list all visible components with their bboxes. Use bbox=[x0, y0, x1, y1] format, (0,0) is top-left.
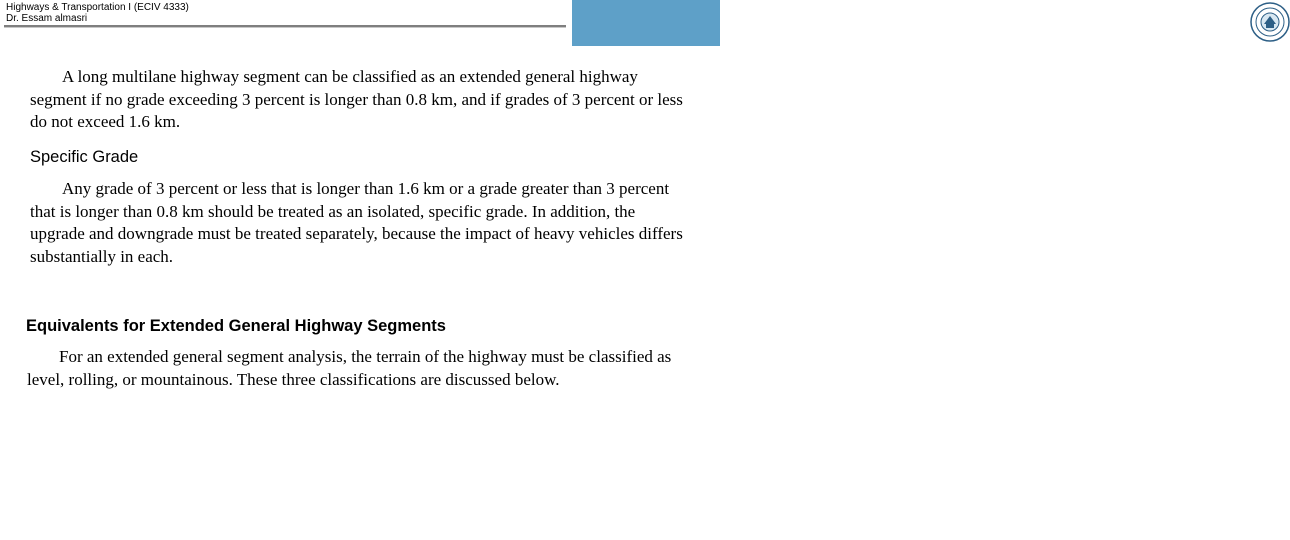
logo-english-text: The Islamic University of Gaza bbox=[1148, 30, 1237, 37]
logo-arabic-text: الجامعة الإسلامية غزة bbox=[1096, 8, 1246, 24]
university-arabic-wordmark bbox=[1096, 4, 1248, 24]
university-english-wordmark bbox=[1148, 28, 1248, 36]
terrain-paragraph: For an extended general segment analysis, the terrain of the highway must be classified as level, rolling, or mountainous. These three classifications are discussed below. bbox=[27, 347, 672, 389]
header-divider-shadow bbox=[4, 27, 566, 28]
classification-paragraph: A long multilane highway segment can be classified as an extended general highway segment if no grade exceeding 3 percent is longer than 0.8 km, and if grades of 3 percent or less do not exceed 1.6 km. bbox=[30, 67, 683, 131]
university-seal-icon bbox=[1250, 2, 1290, 42]
slide-header bbox=[0, 0, 1246, 48]
author-name: Dr. Essam almasri bbox=[6, 13, 88, 24]
specific-grade-heading: Specific Grade bbox=[30, 148, 139, 166]
specific-grade-paragraph: Any grade of 3 percent or less that is longer than 1.6 km or a grade greater than 3 percent that is longer than 0.8 km should be treated as an isolated, specific grade. In addition, the upgrade and downgrade must be treated separately, because the impact of heavy vehicles differs substantially in each. bbox=[30, 179, 683, 266]
university-logo bbox=[572, 0, 1246, 46]
course-title: Highways & Transportation I (ECIV 4333) bbox=[6, 2, 189, 13]
section-heading: Equivalents for Extended General Highway Segments bbox=[26, 317, 446, 335]
